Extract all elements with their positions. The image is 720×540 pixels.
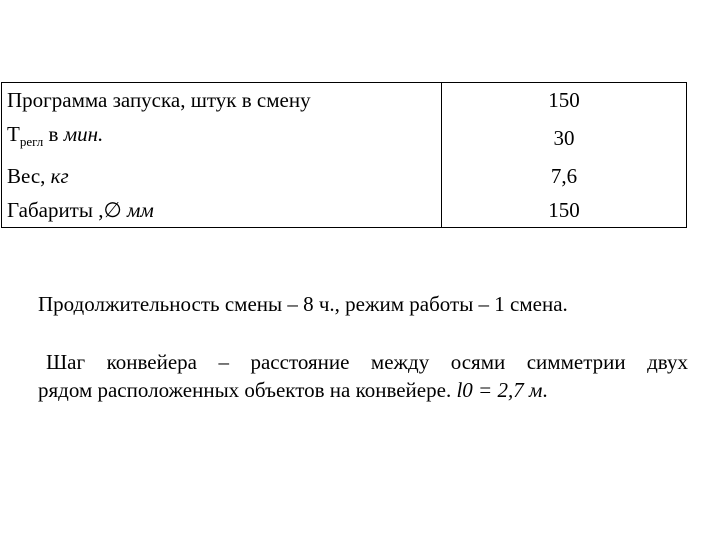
paragraph-line: [38, 376, 688, 404]
conveyor-step-paragraph: [38, 348, 688, 404]
row-value: 7,6: [442, 159, 687, 193]
table-row: [2, 193, 687, 228]
label-suffix: в: [43, 122, 64, 146]
label-text: Габариты ,: [7, 198, 104, 222]
paragraph-text: рядом расположенных объектов на конвейере.: [38, 378, 457, 402]
step-formula: l0 = 2,7 м: [456, 378, 543, 402]
row-label: [2, 117, 442, 159]
row-value: 150: [442, 193, 687, 228]
row-label: [2, 159, 442, 193]
label-text: Т: [7, 122, 20, 146]
table-row: [2, 83, 687, 118]
paragraph-line: Шаг конвейера – расстояние между осями симметрии двух: [46, 350, 688, 374]
diameter-symbol: ∅: [103, 198, 122, 222]
label-unit: мм: [121, 198, 154, 222]
table-row: [2, 117, 687, 159]
row-label: [2, 83, 442, 118]
row-value: 150: [442, 83, 687, 118]
parameters-table: [1, 82, 687, 228]
shift-info-paragraph: Продолжительность смены – 8 ч., режим работы – 1 смена.: [38, 292, 568, 316]
paragraph-end: .: [542, 378, 548, 402]
table-row: [2, 159, 687, 193]
row-label: [2, 193, 442, 228]
label-subscript: регл: [19, 134, 44, 149]
label-unit: кг: [50, 164, 69, 188]
label-text: Программа запуска, штук в смену: [7, 88, 311, 112]
row-value: 30: [442, 117, 687, 159]
label-unit: мин.: [63, 122, 104, 146]
label-text: Вес,: [7, 164, 51, 188]
